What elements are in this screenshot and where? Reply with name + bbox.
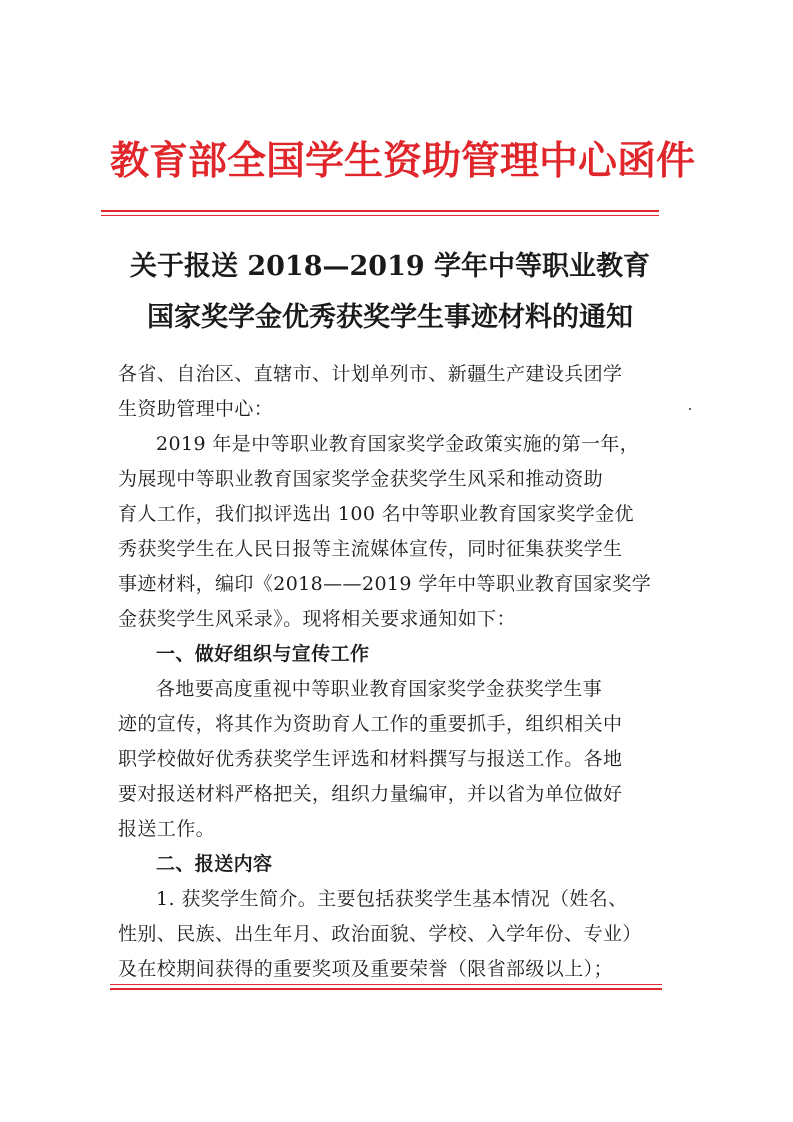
paragraph-line: 及在校期间获得的重要奖项及重要荣誉（限省部级以上）； (118, 958, 613, 980)
paragraph-line: 各地要高度重视中等职业教育国家奖学金获奖学生事 (156, 678, 603, 700)
footer-rule-thin (110, 984, 662, 985)
notice-body (118, 357, 666, 987)
section-heading: 二、报送内容 (156, 853, 273, 875)
footer-rule-thick (110, 988, 662, 990)
scan-speck (689, 408, 691, 410)
paragraph-line: 金获奖学生风采录》。现将相关要求通知如下： (118, 608, 516, 630)
paragraph-line: 1. 获奖学生简介。主要包括获奖学生基本情况（姓名、 (156, 888, 628, 910)
notice-title-line-1: 关于报送 2018—2019 学年中等职业教育 (129, 251, 651, 282)
paragraph-line: 为展现中等职业教育国家奖学金获奖学生风采和推动资助 (118, 468, 604, 490)
letterhead-title: 教育部全国学生资助管理中心函件 (110, 139, 696, 184)
paragraph-line: 秀获奖学生在人民日报等主流媒体宣传，同时征集获奖学生 (118, 538, 623, 560)
letterhead-rule-thick (101, 210, 659, 212)
notice-title-line-2: 国家奖学金优秀获奖学生事迹材料的通知 (147, 302, 633, 333)
paragraph-line: 职学校做好优秀获奖学生评选和材料撰写与报送工作。各地 (118, 748, 623, 770)
letterhead-rule-thin (101, 215, 659, 216)
paragraph-line: 性别、民族、出生年月、政治面貌、学校、入学年份、专业） (118, 923, 642, 945)
paragraph-line: 要对报送材料严格把关，组织力量编审，并以省为单位做好 (118, 783, 623, 805)
paragraph-line: 育人工作，我们拟评选出 100 名中等职业教育国家奖学金优 (118, 503, 634, 525)
salutation-line: 生资助管理中心： (118, 398, 274, 420)
paragraph-line: 2019 年是中等职业教育国家奖学金政策实施的第一年， (156, 433, 640, 455)
paragraph-line: 事迹材料，编印《2018——2019 学年中等职业教育国家奖学 (118, 573, 652, 595)
paragraph-line: 迹的宣传，将其作为资助育人工作的重要抓手，组织相关中 (118, 713, 623, 735)
salutation-line: 各省、自治区、直辖市、计划单列市、新疆生产建设兵团学 (118, 363, 623, 385)
section-heading: 一、做好组织与宣传工作 (156, 643, 370, 665)
paragraph-line: 报送工作。 (118, 818, 216, 840)
